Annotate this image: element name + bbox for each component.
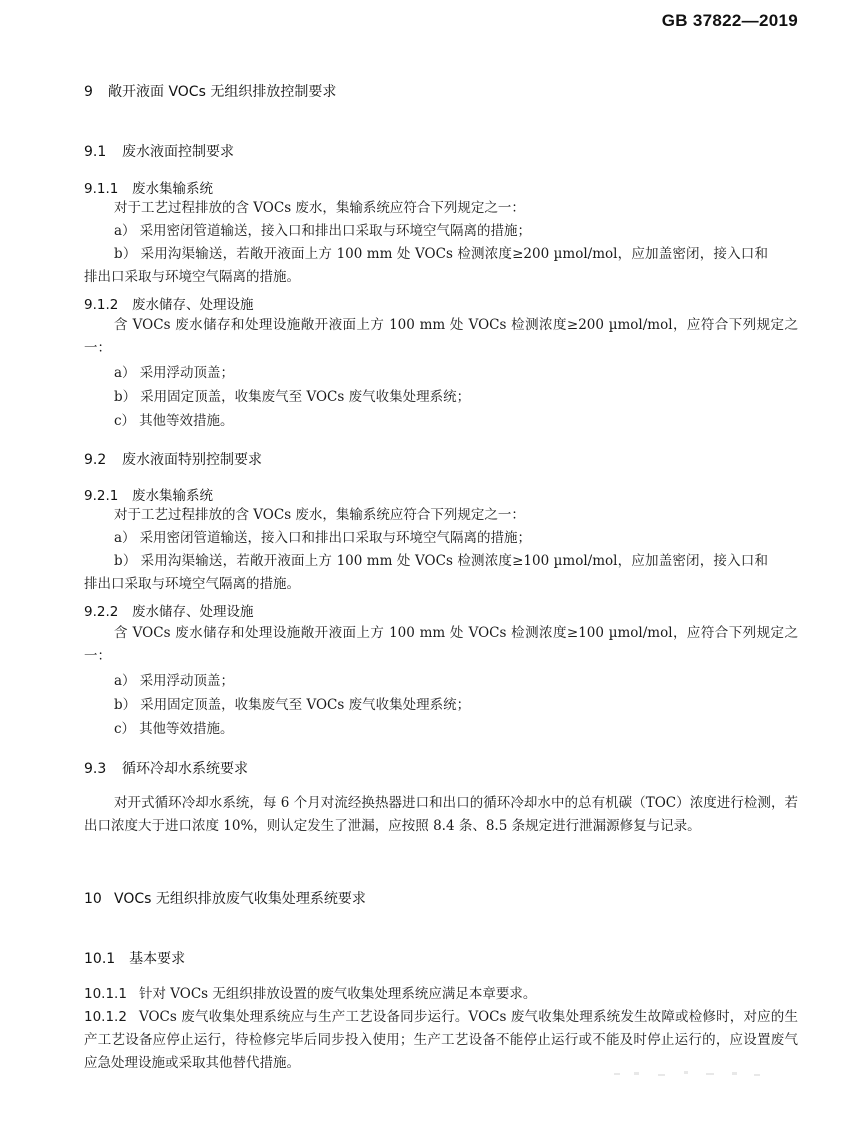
section-9-1-heading <box>84 141 234 161</box>
clause-text: VOCs 废气收集处理系统应与生产工艺设备同步运行。VOCs 废气收集处理系统发生故障或检修时，对应的生产工艺设备应停止运行，待检修完毕后同步投入使用；生产工艺设备不能停止运行或不能及时停止运行的，应设置废气应急处理设施或采取其他替代措施。 <box>84 1009 798 1071</box>
clause-intro: 含 VOCs 废水储存和处理设施敞开液面上方 100 mm 处 VOCs 检测浓度≥100 µmol/mol，应符合下列规定之一： <box>84 625 798 664</box>
clause-9-2-2-heading <box>84 600 254 620</box>
clause-title: 废水储存、处理设施 <box>132 604 254 620</box>
list-text: 采用固定顶盖，收集废气至 VOCs 废气收集处理系统； <box>140 389 471 405</box>
list-label: a） <box>114 673 136 689</box>
section-number: 9.1 <box>84 144 107 160</box>
clause-title: 废水集输系统 <box>132 181 213 197</box>
list-label: a） <box>114 223 136 239</box>
list-item <box>114 670 234 693</box>
list-label: a） <box>114 530 136 546</box>
standard-number: GB 37822—2019 <box>661 11 798 30</box>
list-item <box>114 386 470 409</box>
scan-smudge <box>614 1066 764 1082</box>
list-item <box>114 694 470 717</box>
list-label: b） <box>114 553 137 569</box>
clause-9-1-2-heading <box>84 293 254 313</box>
clause-9-1-1-heading <box>84 177 213 197</box>
section-number: 9.2 <box>84 452 107 468</box>
section-title: 基本要求 <box>129 951 186 967</box>
list-text: 采用密闭管道输送，接入口和排出口采取与环境空气隔离的措施； <box>139 530 532 546</box>
clause-intro: 对于工艺过程排放的含 VOCs 废水，集输系统应符合下列规定之一： <box>114 507 525 523</box>
section-9-2-heading <box>84 449 262 469</box>
clause-10-1-2 <box>84 1006 798 1075</box>
section-9-heading <box>84 81 336 101</box>
list-text: 采用浮动顶盖； <box>139 673 235 689</box>
clause-intro: 含 VOCs 废水储存和处理设施敞开液面上方 100 mm 处 VOCs 检测浓度≥200 µmol/mol，应符合下列规定之一： <box>84 317 798 356</box>
list-item <box>114 718 234 741</box>
section-title: VOCs 无组织排放废气收集处理系统要求 <box>114 891 366 907</box>
clause-title: 废水集输系统 <box>132 488 213 504</box>
list-item <box>84 243 768 289</box>
list-label: c） <box>114 721 136 737</box>
section-title: 循环冷却水系统要求 <box>122 761 248 777</box>
section-number: 9.3 <box>84 761 107 777</box>
section-9-3-text: 对开式循环冷却水系统，每 6 个月对流经换热器进口和出口的循环冷却水中的总有机碳（TOC）浓度进行检测，若出口浓度大于进口浓度 10%，则认定发生了泄漏，应按照 8.4 条、8.5 条规定进行泄漏源修复与记录。 <box>84 795 798 834</box>
list-label: a） <box>114 365 136 381</box>
clause-10-1-1 <box>84 983 798 1006</box>
section-title: 废水液面控制要求 <box>122 144 234 160</box>
section-title: 敞开液面 VOCs 无组织排放控制要求 <box>108 84 337 100</box>
clause-intro: 对于工艺过程排放的含 VOCs 废水，集输系统应符合下列规定之一： <box>114 200 525 216</box>
section-title: 废水液面特别控制要求 <box>122 452 262 468</box>
list-label: c） <box>114 413 136 429</box>
clause-number: 9.1.1 <box>84 181 119 197</box>
list-text: 采用浮动顶盖； <box>139 365 235 381</box>
list-label: b） <box>114 389 137 405</box>
list-item <box>84 550 768 596</box>
section-number: 10 <box>84 891 102 907</box>
clause-number: 9.2.1 <box>84 488 119 504</box>
section-9-3-heading <box>84 758 248 778</box>
list-text: 采用沟渠输送，若敞开液面上方 100 mm 处 VOCs 检测浓度≥100 µmol/mol，应加盖密闭，接入口和排出口采取与环境空气隔离的措施。 <box>84 553 768 592</box>
clause-title: 废水储存、处理设施 <box>132 297 254 313</box>
list-label: b） <box>114 697 137 713</box>
clause-text: 针对 VOCs 无组织排放设置的废气收集处理系统应满足本章要求。 <box>138 986 537 1002</box>
section-10-1-heading <box>84 948 185 968</box>
list-text: 采用密闭管道输送，接入口和排出口采取与环境空气隔离的措施； <box>139 223 532 239</box>
list-item <box>114 410 234 433</box>
list-text: 其他等效措施。 <box>139 721 234 737</box>
list-text: 采用固定顶盖，收集废气至 VOCs 废气收集处理系统； <box>140 697 471 713</box>
section-10-heading <box>84 888 366 908</box>
clause-9-2-1-heading <box>84 484 213 504</box>
clause-number: 10.1.2 <box>84 1009 127 1025</box>
clause-number: 9.1.2 <box>84 297 119 313</box>
list-text: 其他等效措施。 <box>139 413 234 429</box>
clause-number: 9.2.2 <box>84 604 119 620</box>
list-item <box>114 527 531 550</box>
section-number: 9 <box>84 84 93 100</box>
section-number: 10.1 <box>84 951 116 967</box>
clause-number: 10.1.1 <box>84 986 127 1002</box>
list-label: b） <box>114 246 137 262</box>
list-item <box>114 220 531 243</box>
list-item <box>114 362 234 385</box>
list-text: 采用沟渠输送，若敞开液面上方 100 mm 处 VOCs 检测浓度≥200 µmol/mol，应加盖密闭，接入口和排出口采取与环境空气隔离的措施。 <box>84 246 768 285</box>
